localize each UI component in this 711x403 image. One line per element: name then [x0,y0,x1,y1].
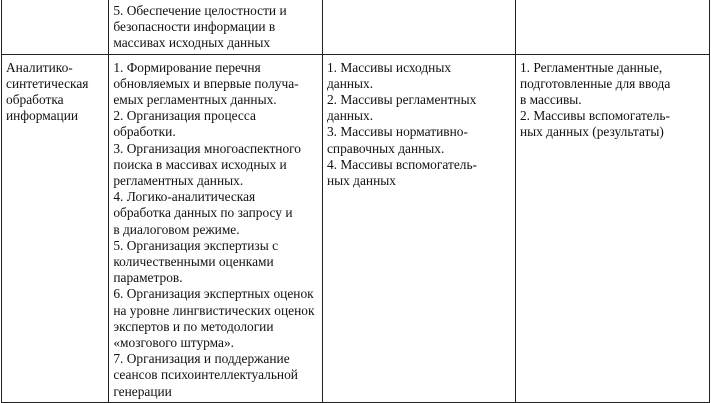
list-item [113,286,318,351]
text-line: 2. Массивы регламентных [326,92,477,108]
text-line: подготовленные для ввода [519,75,671,91]
text-line: в диалоговом режиме. [113,221,240,237]
document-table [1,0,710,403]
list-item [113,238,318,287]
cell-input-data-empty [322,0,515,54]
text-line: 2. Организация процесса [113,108,256,124]
cell-output-data-empty [515,0,709,54]
text-line: обновляемых и впервые получа- [113,75,299,91]
list-item [327,60,511,92]
text-line: регламентных данных. [113,173,244,189]
text-line: данных. [326,108,374,124]
text-line: емых регламентных данных. [113,92,277,108]
text-line: 7. Организация и поддержание [113,351,290,367]
cell-input-arrays [322,54,515,402]
text-line: 4. Логико-аналитическая [113,189,256,205]
list-item [113,108,318,140]
text-line: сеансов психоинтеллектуальной [113,367,298,383]
text-line: 5. Организация экспертизы с [113,237,279,253]
text-line: безопасности информации в [113,19,276,35]
list-item [113,60,318,109]
text-line: обработки. [113,124,176,140]
text-line: массивах исходных данных [113,35,271,51]
text-line: генерации [113,383,172,399]
cell-process-name [2,54,109,402]
text-line: синтетическая [6,75,89,91]
text-line: в массивы. [519,92,582,108]
text-line: 6. Организация экспертных оценок [113,286,314,302]
text-line: ных данных [326,173,396,189]
text-line: информации [6,108,79,124]
text-line: «мозгового штурма». [113,335,235,351]
text-line: Аналитико- [6,59,73,75]
text-line: обработка [6,92,64,108]
cell-procedures-continued [109,0,323,54]
text-line: обработка данных по запросу и [113,205,293,221]
list-item [327,92,511,124]
list-item [113,189,318,238]
cell-procedures [109,54,323,402]
text-line: поиска в массивах исходных и [113,156,287,172]
text-line: ных данных (результаты) [519,124,664,140]
cell-process-name-empty [2,0,109,54]
cell-output-data [515,54,709,402]
list-item [113,351,318,400]
list-item [520,108,705,140]
list-item [327,157,511,189]
text-line: параметров. [113,270,183,286]
list-item [327,124,511,156]
text-line: данных. [326,75,374,91]
text-line: 2. Массивы вспомогатель- [519,108,670,124]
list-item [113,141,318,190]
table-row-continued [2,0,710,54]
text-line: 4. Массивы вспомогатель- [326,156,478,172]
text-line: 5. Обеспечение целостности и [113,3,287,18]
text-line: 1. Массивы исходных [326,59,452,75]
text-line: 1. Регламентные данные, [519,59,663,75]
table-row-analytic-synthetic [2,54,710,402]
text-line: 1. Формирование перечня [113,59,261,75]
text-line: 3. Массивы нормативно- [326,124,468,140]
text-line: экспертов и по методологии [113,318,274,334]
text-line: количественными оценками [113,254,274,270]
text-line: справочных данных. [326,140,445,156]
text-line: на уровне лингвистических оценок [113,302,315,318]
text-line: 3. Организация многоаспектного [113,140,302,156]
list-item [520,60,705,109]
